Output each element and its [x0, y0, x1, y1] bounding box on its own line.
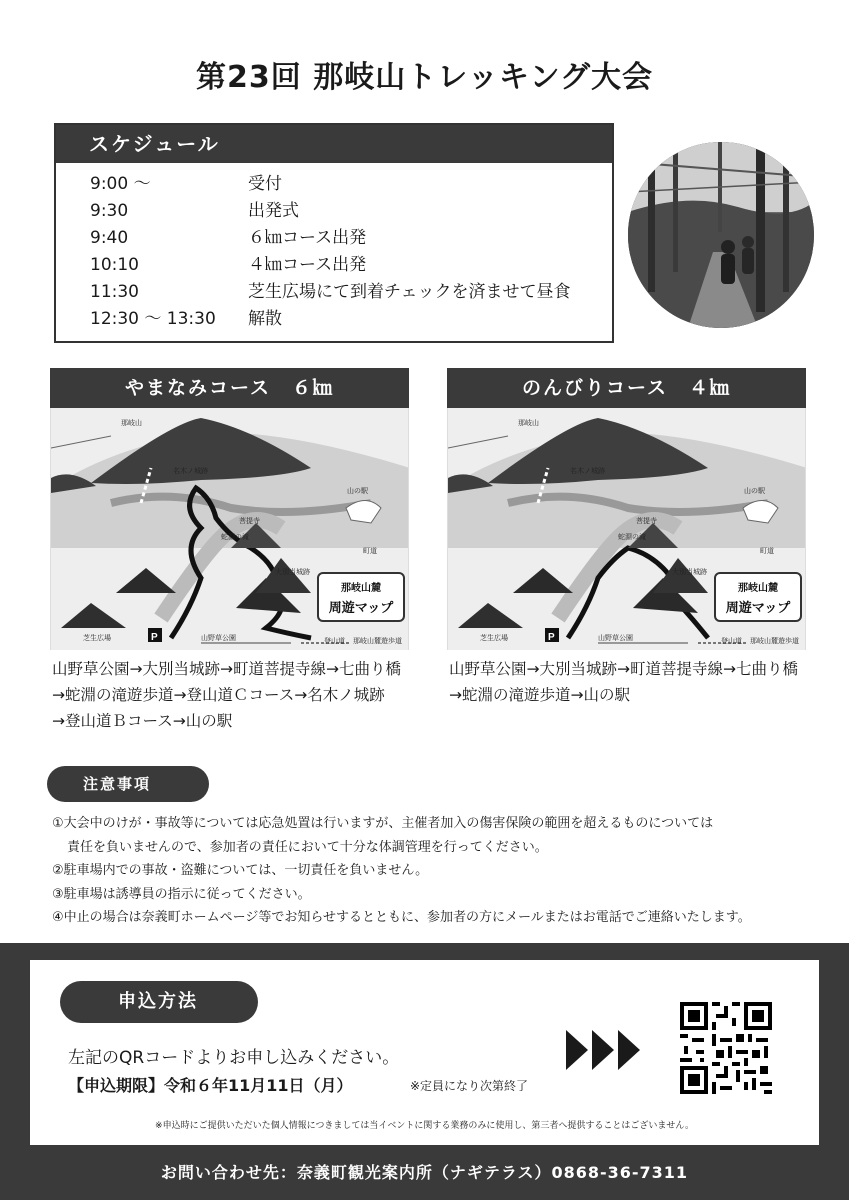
map-label: 町道 — [363, 547, 377, 555]
notice-item: 責任を負いませんので、参加者の責任において十分な体調管理を行ってください。 — [67, 839, 548, 855]
schedule-row — [56, 171, 612, 198]
map-label: 大別当城跡 — [672, 568, 707, 576]
privacy-note: ※申込時にご提供いただいた個人情報につきましては当イベントに関する業務のみに使用し、第三者へ提供することはございません。 — [155, 1121, 694, 1131]
map-sign-line2: 周遊マップ — [328, 601, 394, 616]
map-label: 菩提寺 — [239, 517, 260, 525]
schedule-event: 芝生広場にて到着チェックを済ませて昼食 — [248, 282, 571, 302]
triple-arrow-icon — [566, 1026, 642, 1074]
route-line: 山野草公園→大別当城跡→町道菩提寺線→七曲り橋 — [52, 660, 401, 678]
schedule-row — [56, 252, 612, 279]
course-yamanami — [50, 368, 409, 734]
schedule-row — [56, 225, 612, 252]
schedule-row — [56, 279, 612, 306]
route-line: →登山道Ｂコース→山の駅 — [52, 712, 233, 730]
schedule-event: ６㎞コース出発 — [248, 228, 367, 248]
route-line: 山野草公園→大別当城跡→町道菩提寺線→七曲り橋 — [449, 660, 798, 678]
map-label: 山野草公園 — [201, 634, 236, 642]
map-label: 菩提寺 — [636, 517, 657, 525]
schedule-row — [56, 198, 612, 225]
map-label: 芝生広場 — [83, 634, 111, 642]
map-label: 山の駅 — [347, 487, 368, 495]
notice-heading: 注意事項 — [47, 766, 209, 802]
map-label: 那岐山 — [121, 419, 142, 427]
schedule-heading: スケジュール — [56, 125, 612, 163]
schedule-time: 9:30 — [90, 201, 129, 221]
course-map — [447, 408, 806, 650]
course-route — [447, 656, 806, 708]
schedule-event: ４㎞コース出発 — [248, 255, 367, 275]
map-label: 那岐山麓遊歩道 — [353, 637, 402, 645]
schedule-event: 解散 — [248, 309, 282, 329]
map-label: 那岐山 — [518, 419, 539, 427]
map-label: 蛇淵の滝 — [221, 533, 249, 541]
route-line: →蛇淵の滝遊歩道→登山道Ｃコース→名木ノ城跡 — [52, 686, 385, 704]
notice-list — [52, 812, 751, 930]
map-sign — [317, 572, 405, 622]
page-title: 第23回 那岐山トレッキング大会 — [196, 60, 653, 95]
notice-item: ②駐車場内での事故・盗難については、一切責任を負いません。 — [52, 863, 429, 878]
map-label: 登山道 — [324, 637, 345, 645]
schedule-time: 9:00 ～ — [90, 174, 151, 194]
map-label: 芝生広場 — [480, 634, 508, 642]
forest-trail-photo — [628, 142, 814, 328]
map-label: 山の駅 — [744, 487, 765, 495]
schedule-time: 11:30 — [90, 282, 139, 302]
map-label: 山野草公園 — [598, 634, 633, 642]
notice-item: ③駐車場は誘導員の指示に従ってください。 — [52, 886, 311, 902]
course-map — [50, 408, 409, 650]
schedule-event: 受付 — [248, 174, 282, 194]
map-sign-line1: 那岐山麓 — [341, 583, 381, 594]
schedule-row — [56, 306, 612, 333]
qr-code[interactable] — [680, 1002, 772, 1094]
map-sign — [714, 572, 802, 622]
map-sign-line2: 周遊マップ — [725, 601, 791, 616]
schedule-box — [54, 123, 614, 343]
notice-item: ④中止の場合は奈義町ホームページ等でお知らせするとともに、参加者の方にメールまたはお電話でご連絡いたします。 — [52, 910, 751, 925]
schedule-event: 出発式 — [248, 201, 299, 221]
map-sign-line1: 那岐山麓 — [738, 583, 778, 594]
apply-deadline-note: ※定員になり次第終了 — [410, 1079, 529, 1093]
contact-info: お問い合わせ先：奈義町観光案内所（ナギテラス）0868-36-7311 — [160, 1163, 689, 1182]
apply-heading: 申込方法 — [60, 981, 258, 1023]
course-route — [50, 656, 409, 734]
svg-text:P: P — [548, 632, 555, 643]
schedule-time: 10:10 — [90, 255, 139, 275]
map-label: 大別当城跡 — [275, 568, 310, 576]
course-nonbiri — [447, 368, 806, 708]
schedule-time: 12:30 ～ 13:30 — [90, 309, 216, 329]
map-label: 登山道 — [721, 637, 742, 645]
course-heading: やまなみコース ６㎞ — [50, 368, 409, 408]
map-label: 那岐山麓遊歩道 — [750, 637, 799, 645]
map-label: 名木ノ城跡 — [570, 467, 605, 475]
course-heading: のんびりコース ４㎞ — [447, 368, 806, 408]
schedule-time: 9:40 — [90, 228, 129, 248]
map-label: 町道 — [760, 547, 774, 555]
apply-instructions: 左記のQRコードよりお申し込みください。 — [68, 1048, 400, 1068]
schedule-list — [56, 163, 612, 333]
notice-item: ①大会中のけが・事故等については応急処置は行いますが、主催者加入の傷害保険の範囲を超えるものについては — [52, 816, 714, 831]
svg-text:P: P — [151, 632, 158, 643]
map-label: 蛇淵の滝 — [618, 533, 646, 541]
route-line: →蛇淵の滝遊歩道→山の駅 — [449, 686, 630, 704]
map-label: 名木ノ城跡 — [173, 467, 208, 475]
apply-deadline: 【申込期限】令和６年11月11日（月） — [68, 1076, 353, 1095]
